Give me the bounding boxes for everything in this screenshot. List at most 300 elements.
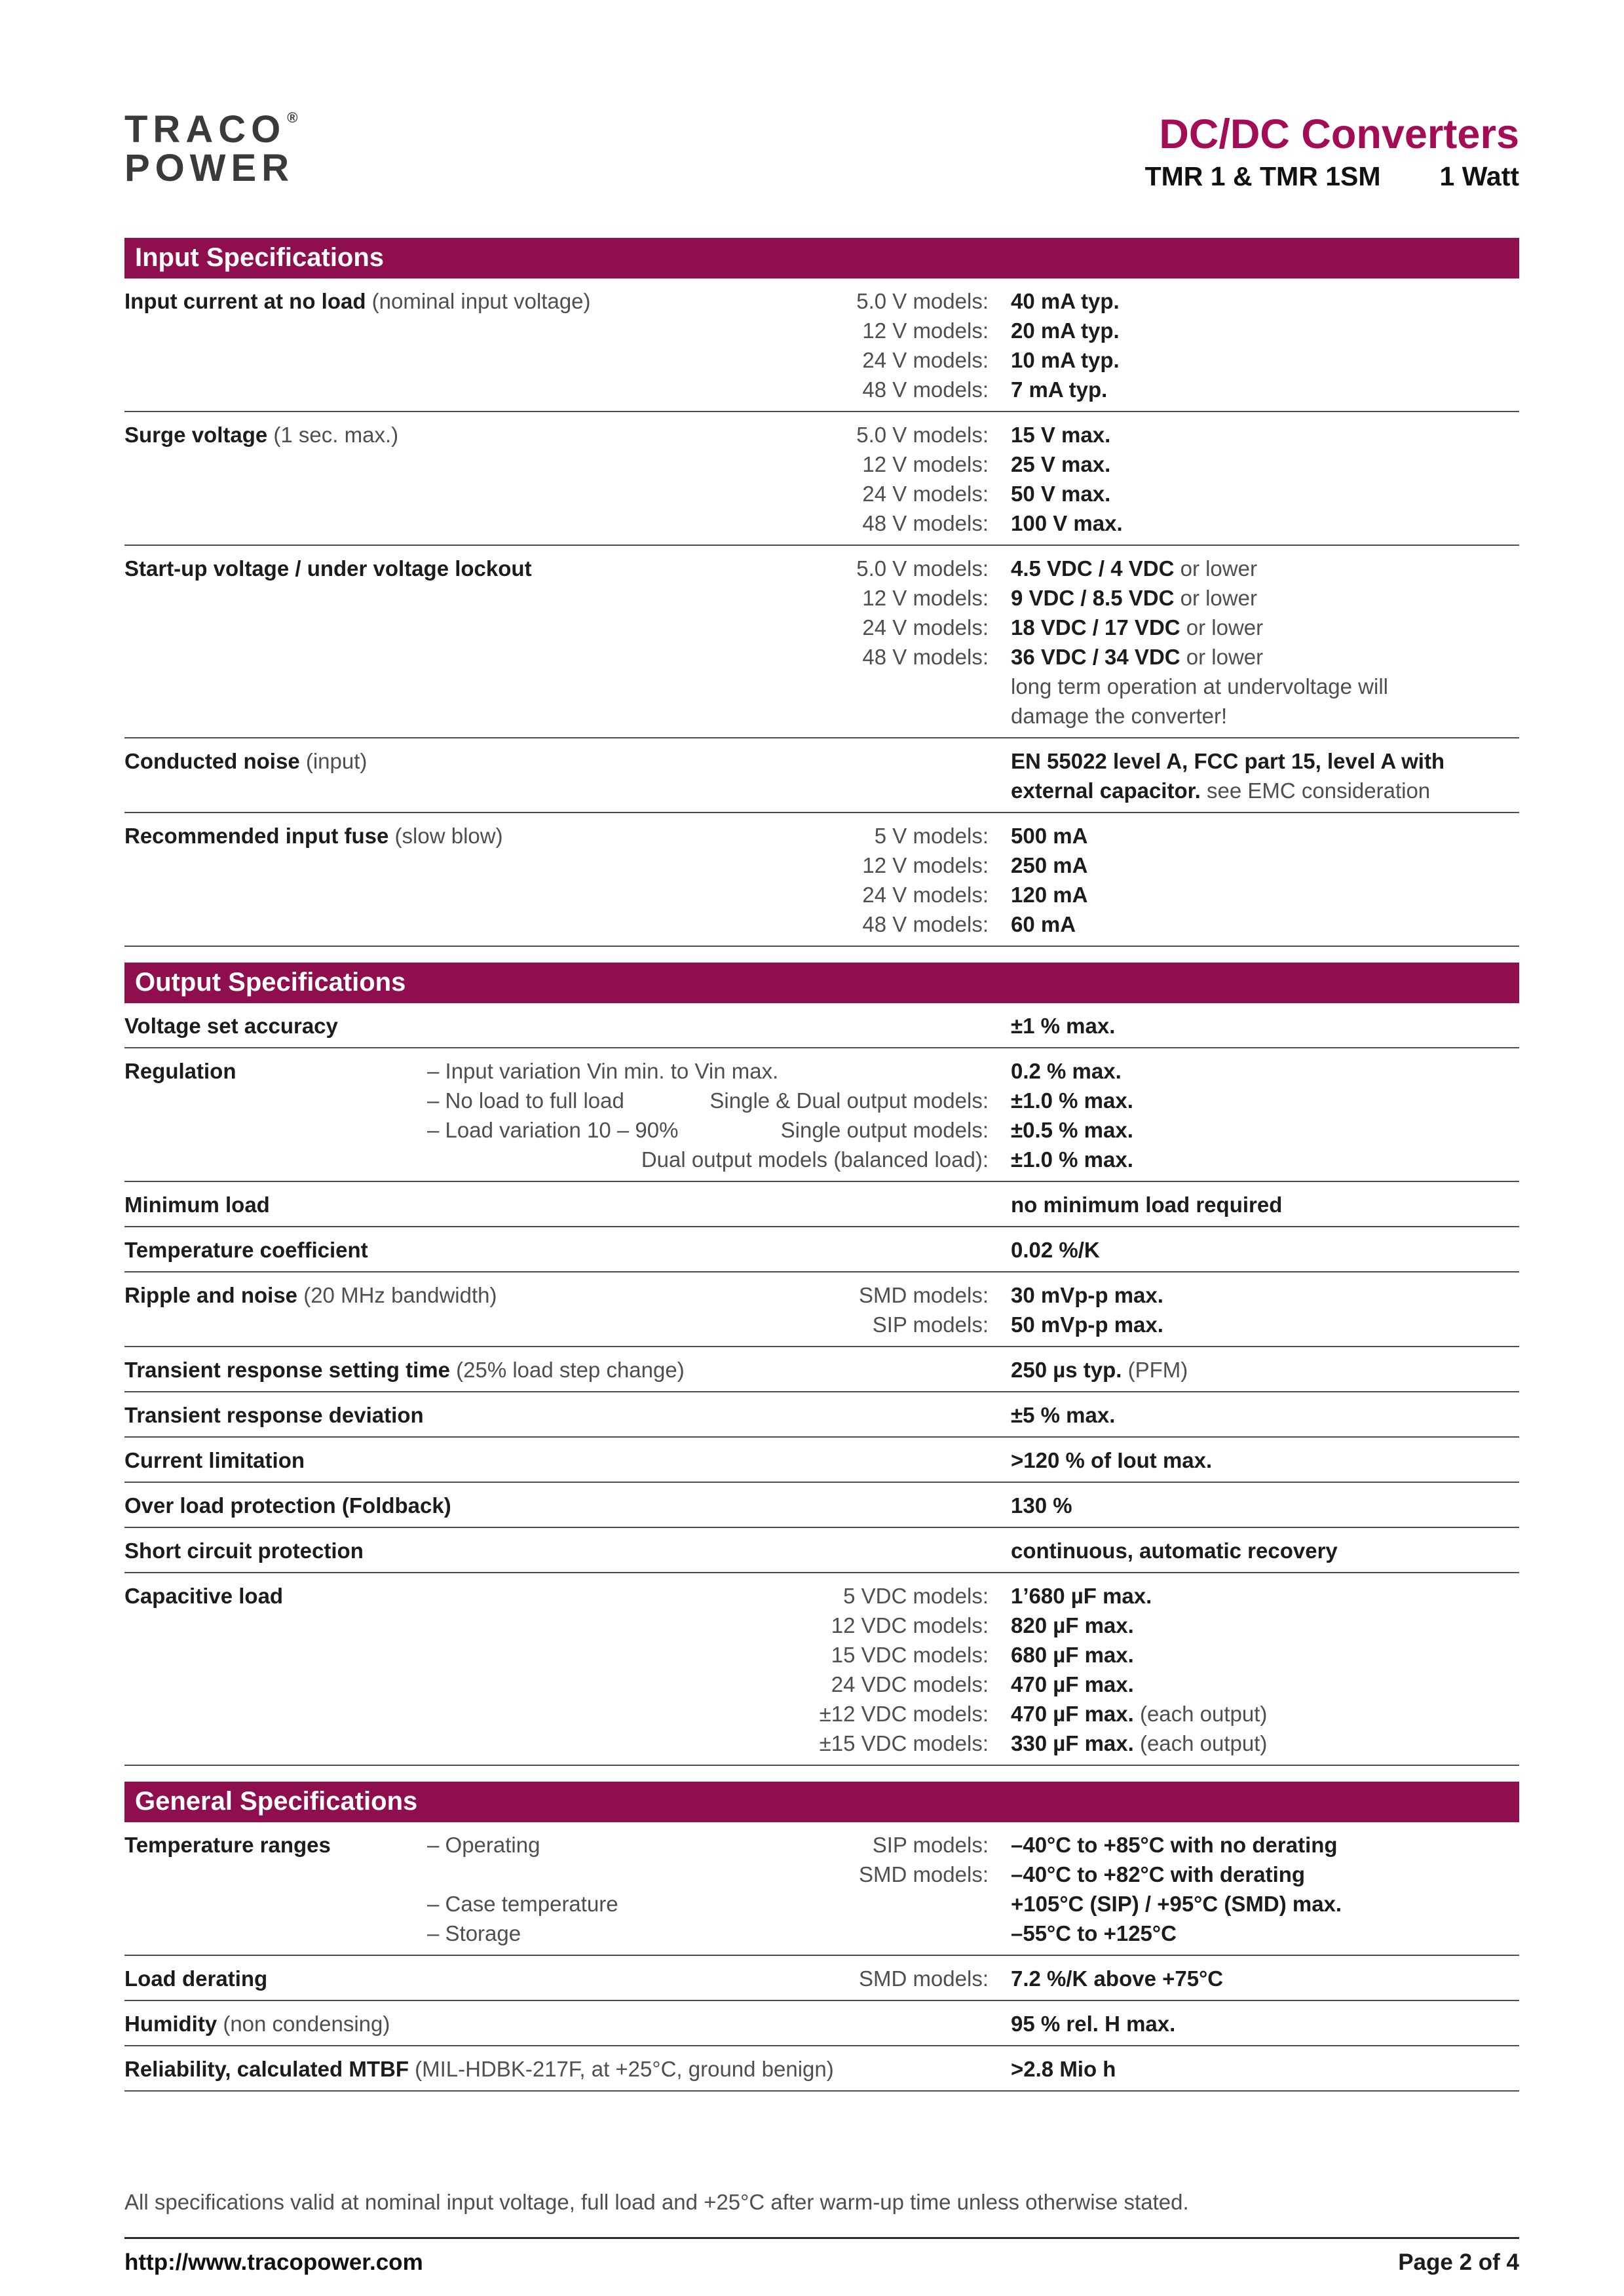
spec-row-start-up-voltage-under-voltage-lockout: [124, 546, 1519, 738]
value-line: [1011, 316, 1519, 345]
value-line: [1011, 1145, 1519, 1174]
spec-row-short-circuit-protection: [124, 1528, 1519, 1573]
value-line: [1011, 1729, 1519, 1758]
row-conditions: [427, 1280, 1011, 1339]
condition-label: 5.0 V models:: [856, 289, 989, 314]
value-text: 250 mA: [1011, 853, 1088, 878]
condition-label: 48 V models:: [862, 511, 989, 536]
row-label-cell: [124, 1056, 427, 1174]
row-label: Recommended input fuse: [124, 824, 389, 849]
row-label: Voltage set accuracy: [124, 1014, 338, 1039]
condition-label: 12 V models:: [862, 318, 989, 343]
row-conditions: [427, 1056, 1011, 1174]
condition-label: 5 VDC models:: [843, 1584, 989, 1609]
row-conditions: [427, 2054, 1011, 2084]
condition-label: 12 V models:: [862, 853, 989, 878]
condition-line: [427, 1611, 1011, 1640]
value-text: 30 mVp-p max.: [1011, 1283, 1163, 1308]
condition-line: [427, 613, 1011, 642]
condition-line: [427, 420, 1011, 450]
condition-label: 12 V models:: [862, 452, 989, 477]
value-text: 330 µF max.: [1011, 1731, 1134, 1756]
row-label-cell: [124, 554, 532, 731]
row-label: Ripple and noise: [124, 1283, 298, 1308]
value-text: 36 VDC / 34 VDC: [1011, 645, 1180, 670]
condition-label: 12 V models:: [862, 586, 989, 611]
condition-line: [427, 1011, 1011, 1041]
condition-line: [427, 1729, 1011, 1758]
page-number: Page 2 of 4: [1398, 2249, 1519, 2276]
condition-line: [427, 554, 1011, 583]
spec-row-capacitive-load: [124, 1573, 1519, 1766]
condition-line: [427, 1491, 1011, 1520]
row-label-cell: [124, 1830, 427, 1948]
website-link[interactable]: http://www.tracopower.com: [124, 2249, 423, 2276]
condition-line: [427, 375, 1011, 404]
value-line: [1011, 1536, 1519, 1565]
condition-line: [427, 479, 1011, 508]
value-text: 4.5 VDC / 4 VDC: [1011, 556, 1175, 581]
value-note: or lower: [1180, 645, 1264, 670]
value-text: >2.8 Mio h: [1011, 2057, 1116, 2082]
row-values: [1011, 1400, 1519, 1430]
value-line: [1011, 1964, 1519, 1993]
row-conditions: [427, 1445, 1011, 1475]
row-label-cell: [124, 1491, 451, 1520]
row-conditions: [427, 1400, 1011, 1430]
value-line: [1011, 1235, 1519, 1265]
row-conditions: [427, 821, 1011, 939]
row-label-cell: [124, 420, 427, 538]
condition-line: [427, 1310, 1011, 1339]
value-note: (PFM): [1122, 1358, 1188, 1383]
row-label-note: (input): [299, 749, 368, 774]
value-note: damage the converter!: [1011, 704, 1228, 729]
value-line: [1011, 286, 1519, 316]
spec-row-recommended-input-fuse: [124, 813, 1519, 947]
value-line: [1011, 583, 1519, 613]
value-text: +105°C (SIP) / +95°C (SMD) max.: [1011, 1892, 1342, 1917]
traco-power-logo: [124, 108, 298, 190]
spec-row-temperature-coefficient: [124, 1227, 1519, 1272]
row-conditions: [427, 1011, 1011, 1041]
spec-row-temperature-ranges: [124, 1822, 1519, 1956]
value-line: [1011, 2009, 1519, 2038]
row-values: [1011, 1355, 1519, 1385]
row-label: Transient response deviation: [124, 1403, 424, 1428]
spec-row-surge-voltage: [124, 412, 1519, 546]
section-header-general-specifications: General Specifications: [124, 1782, 1519, 1822]
condition-line: [427, 1860, 1011, 1889]
page-footer: [124, 2190, 1519, 2276]
value-line: [1011, 880, 1519, 909]
row-label: Humidity: [124, 2012, 217, 2037]
logo-text-traco: TRACO: [124, 108, 286, 151]
row-conditions: [427, 1830, 1011, 1948]
condition-line: [427, 1145, 1011, 1174]
condition-label: 24 V models:: [862, 348, 989, 373]
footer-bar: [124, 2249, 1519, 2276]
row-label-cell: [124, 1011, 427, 1041]
value-line: [1011, 1611, 1519, 1640]
value-line: [1011, 420, 1519, 450]
condition-label: 48 V models:: [862, 912, 989, 937]
condition-label: SMD models:: [858, 1862, 989, 1887]
registered-trademark-icon: ®: [287, 109, 298, 126]
value-text: continuous, automatic recovery: [1011, 1539, 1338, 1563]
row-values: [1011, 1491, 1519, 1520]
value-text: ±1.0 % max.: [1011, 1147, 1133, 1172]
value-text: 25 V max.: [1011, 452, 1111, 477]
value-text: EN 55022 level A, FCC part 15, level A with: [1011, 749, 1445, 774]
row-values: [1011, 746, 1519, 805]
value-note: or lower: [1180, 615, 1264, 640]
sub-condition-label: – Case temperature: [427, 1892, 618, 1917]
spec-row-reliability-calculated-mtbf: [124, 2046, 1519, 2092]
condition-line: [427, 1699, 1011, 1729]
row-label-cell: [124, 1280, 497, 1339]
spec-row-transient-response-setting-time: [124, 1347, 1519, 1392]
value-text: 120 mA: [1011, 883, 1088, 908]
row-label-cell: [124, 1190, 427, 1219]
condition-label: 5.0 V models:: [856, 423, 989, 448]
value-note: or lower: [1174, 556, 1257, 581]
spec-sections: [124, 238, 1519, 2092]
value-line: [1011, 909, 1519, 939]
condition-line: [427, 1581, 1011, 1611]
value-line: [1011, 1445, 1519, 1475]
value-text: 250 µs typ.: [1011, 1358, 1122, 1383]
row-conditions: [427, 1581, 1011, 1758]
value-text: no minimum load required: [1011, 1193, 1283, 1217]
row-label: Start-up voltage / under voltage lockout: [124, 556, 532, 581]
value-text: 9 VDC / 8.5 VDC: [1011, 586, 1175, 611]
row-conditions: [427, 746, 1011, 805]
row-label-cell: [124, 2054, 834, 2084]
value-text: 40 mA typ.: [1011, 289, 1120, 314]
condition-line: [427, 1115, 1011, 1145]
row-values: [1011, 554, 1519, 731]
footnote: All specifications valid at nominal input voltage, full load and +25°C after warm-up time unless otherwise stated.: [124, 2190, 1189, 2215]
value-note: (each output): [1133, 1731, 1268, 1756]
page-header: [124, 110, 1519, 192]
value-text: 820 µF max.: [1011, 1613, 1134, 1638]
row-conditions: [427, 1491, 1011, 1520]
condition-line: [427, 1190, 1011, 1219]
value-text: 0.02 %/K: [1011, 1238, 1100, 1263]
row-label: Reliability, calculated MTBF: [124, 2057, 409, 2082]
value-line: [1011, 1011, 1519, 1041]
row-values: [1011, 420, 1519, 538]
condition-label: Single & Dual output models:: [709, 1088, 989, 1113]
row-label-cell: [124, 746, 427, 805]
condition-label: 24 V models:: [862, 482, 989, 507]
value-line: [1011, 776, 1519, 805]
condition-label: SIP models:: [872, 1833, 989, 1858]
value-line: [1011, 1491, 1519, 1520]
document-subtitle: [1145, 161, 1519, 192]
row-label: Short circuit protection: [124, 1539, 364, 1563]
value-line: [1011, 1670, 1519, 1699]
value-line: [1011, 479, 1519, 508]
condition-line: [427, 316, 1011, 345]
condition-label: SMD models:: [858, 1283, 989, 1308]
document-title: DC/DC Converters: [1159, 111, 1519, 157]
value-line: [1011, 1280, 1519, 1310]
value-line: [1011, 1699, 1519, 1729]
value-line: [1011, 1310, 1519, 1339]
value-line: [1011, 375, 1519, 404]
value-text: 0.2 % max.: [1011, 1059, 1122, 1084]
condition-line: [427, 508, 1011, 538]
row-values: [1011, 1830, 1519, 1948]
row-label-note: (20 MHz bandwidth): [297, 1283, 497, 1308]
condition-line: [427, 701, 1011, 731]
condition-label: 48 V models:: [862, 377, 989, 402]
row-values: [1011, 1536, 1519, 1565]
row-label: Transient response setting time: [124, 1358, 450, 1383]
value-text: 680 µF max.: [1011, 1643, 1134, 1668]
row-label-note: (MIL-HDBK-217F, at +25°C, ground benign): [408, 2057, 834, 2082]
value-note: see EMC consideration: [1200, 778, 1431, 803]
condition-line: [427, 450, 1011, 479]
value-line: [1011, 821, 1519, 851]
value-text: ±0.5 % max.: [1011, 1118, 1133, 1143]
value-line: [1011, 1355, 1519, 1385]
value-text: ±5 % max.: [1011, 1403, 1116, 1428]
condition-line: [427, 672, 1011, 701]
value-line: [1011, 1115, 1519, 1145]
row-label: Regulation: [124, 1059, 236, 1084]
value-line: [1011, 642, 1519, 672]
condition-line: [427, 286, 1011, 316]
value-note: or lower: [1174, 586, 1257, 611]
value-text: 60 mA: [1011, 912, 1076, 937]
condition-line: [427, 1355, 1011, 1385]
condition-label: 5.0 V models:: [856, 556, 989, 581]
sub-condition-label: – Operating: [427, 1833, 540, 1858]
value-text: 95 % rel. H max.: [1011, 2012, 1176, 2037]
value-text: 15 V max.: [1011, 423, 1111, 448]
row-label: Surge voltage: [124, 423, 268, 448]
spec-row-conducted-noise: [124, 738, 1519, 813]
value-text: 500 mA: [1011, 824, 1088, 849]
condition-line: [427, 909, 1011, 939]
value-text: 7.2 %/K above +75°C: [1011, 1966, 1224, 1991]
condition-line: [427, 821, 1011, 851]
row-conditions: [427, 1536, 1011, 1565]
value-text: –40°C to +85°C with no derating: [1011, 1833, 1338, 1858]
condition-line: [427, 880, 1011, 909]
value-text: 20 mA typ.: [1011, 318, 1120, 343]
row-label-cell: [124, 1355, 685, 1385]
spec-row-regulation: [124, 1048, 1519, 1182]
value-line: [1011, 1190, 1519, 1219]
condition-line: [427, 345, 1011, 375]
row-values: [1011, 1581, 1519, 1758]
value-line: [1011, 508, 1519, 538]
value-text: ±1.0 % max.: [1011, 1088, 1133, 1113]
sub-condition-label: – No load to full load: [427, 1088, 624, 1113]
condition-line: [427, 1056, 1011, 1086]
value-line: [1011, 701, 1519, 731]
row-label-cell: [124, 2009, 427, 2038]
value-line: [1011, 1860, 1519, 1889]
value-text: 470 µF max.: [1011, 1702, 1134, 1727]
row-label-cell: [124, 1400, 427, 1430]
row-label-cell: [124, 1964, 427, 1993]
row-conditions: [427, 554, 1011, 731]
condition-line: [427, 1830, 1011, 1860]
condition-line: [427, 642, 1011, 672]
row-conditions: [427, 1190, 1011, 1219]
condition-label: SIP models:: [872, 1312, 989, 1337]
condition-line: [427, 1964, 1011, 1993]
value-text: >120 % of Iout max.: [1011, 1448, 1213, 1473]
value-text: 50 V max.: [1011, 482, 1111, 507]
section-output-specifications: [124, 963, 1519, 1766]
sub-condition-label: – Load variation 10 – 90%: [427, 1118, 679, 1143]
condition-line: [427, 776, 1011, 805]
condition-line: [427, 1670, 1011, 1699]
row-label-cell: [124, 1581, 427, 1758]
spec-row-load-derating: [124, 1956, 1519, 2001]
value-line: [1011, 746, 1519, 776]
value-note: long term operation at undervoltage will: [1011, 674, 1389, 699]
row-label-note: (slow blow): [388, 824, 503, 849]
condition-label: 12 VDC models:: [831, 1613, 989, 1638]
row-values: [1011, 1190, 1519, 1219]
section-header-output-specifications: Output Specifications: [124, 963, 1519, 1003]
row-conditions: [427, 1964, 1011, 1993]
row-values: [1011, 1964, 1519, 1993]
logo-line-traco: [124, 110, 297, 149]
value-text: 50 mVp-p max.: [1011, 1312, 1163, 1337]
spec-row-input-current-at-no-load: [124, 278, 1519, 412]
row-values: [1011, 821, 1519, 939]
value-text: 18 VDC / 17 VDC: [1011, 615, 1180, 640]
value-text: 100 V max.: [1011, 511, 1123, 536]
row-label: Capacitive load: [124, 1584, 284, 1609]
row-values: [1011, 1445, 1519, 1475]
row-values: [1011, 1235, 1519, 1265]
row-conditions: [427, 1235, 1011, 1265]
value-line: [1011, 450, 1519, 479]
condition-label: Dual output models (balanced load):: [641, 1147, 989, 1172]
value-line: [1011, 2054, 1519, 2084]
row-label-cell: [124, 1445, 427, 1475]
value-line: [1011, 1581, 1519, 1611]
condition-line: [427, 851, 1011, 880]
row-values: [1011, 1056, 1519, 1174]
condition-line: [427, 1640, 1011, 1670]
value-line: [1011, 851, 1519, 880]
condition-label: 15 VDC models:: [831, 1643, 989, 1668]
condition-line: [427, 2054, 1011, 2084]
row-conditions: [427, 1355, 1011, 1385]
row-label-note: (nominal input voltage): [366, 289, 591, 314]
value-line: [1011, 554, 1519, 583]
section-general-specifications: [124, 1782, 1519, 2092]
spec-row-ripple-and-noise: [124, 1272, 1519, 1347]
sub-condition-label: – Storage: [427, 1921, 521, 1946]
condition-label: Single output models:: [780, 1118, 989, 1143]
row-label: Temperature ranges: [124, 1833, 331, 1858]
row-values: [1011, 1280, 1519, 1339]
row-label: Minimum load: [124, 1193, 270, 1217]
row-label-cell: [124, 821, 503, 939]
condition-label: SMD models:: [858, 1966, 989, 1991]
condition-line: [427, 583, 1011, 613]
sub-condition-label: – Input variation Vin min. to Vin max.: [427, 1059, 779, 1084]
row-label-note: (1 sec. max.): [267, 423, 399, 448]
row-values: [1011, 1011, 1519, 1041]
row-label: Input current at no load: [124, 289, 366, 314]
condition-line: [427, 746, 1011, 776]
condition-label: ±15 VDC models:: [819, 1731, 989, 1756]
condition-line: [427, 2009, 1011, 2038]
row-label-note: (non condensing): [217, 2012, 390, 2037]
value-text: 470 µF max.: [1011, 1672, 1134, 1697]
row-conditions: [427, 286, 1011, 404]
value-line: [1011, 1640, 1519, 1670]
value-line: [1011, 1919, 1519, 1948]
value-line: [1011, 1830, 1519, 1860]
row-conditions: [427, 2009, 1011, 2038]
value-line: [1011, 1086, 1519, 1115]
condition-label: ±12 VDC models:: [819, 1702, 989, 1727]
condition-label: 48 V models:: [862, 645, 989, 670]
row-label: Conducted noise: [124, 749, 300, 774]
condition-line: [427, 1919, 1011, 1948]
value-line: [1011, 672, 1519, 701]
model-name: TMR 1 & TMR 1SM: [1144, 161, 1381, 192]
value-line: [1011, 1056, 1519, 1086]
condition-label: 24 V models:: [862, 883, 989, 908]
row-label-cell: [124, 1536, 427, 1565]
section-input-specifications: [124, 238, 1519, 947]
condition-line: [427, 1536, 1011, 1565]
value-text: 7 mA typ.: [1011, 377, 1108, 402]
value-text: –40°C to +82°C with derating: [1011, 1862, 1306, 1887]
section-header-input-specifications: Input Specifications: [124, 238, 1519, 278]
row-values: [1011, 286, 1519, 404]
power-rating: 1 Watt: [1439, 161, 1519, 192]
row-label-cell: [124, 286, 591, 404]
value-text: 130 %: [1011, 1493, 1072, 1518]
row-label: Load derating: [124, 1966, 268, 1991]
condition-line: [427, 1889, 1011, 1919]
value-text: 1’680 µF max.: [1011, 1584, 1152, 1609]
value-text: 10 mA typ.: [1011, 348, 1120, 373]
row-conditions: [427, 420, 1011, 538]
document-title-block: [1145, 110, 1519, 192]
row-label: Current limitation: [124, 1448, 305, 1473]
spec-row-humidity: [124, 2001, 1519, 2046]
spec-row-transient-response-deviation: [124, 1392, 1519, 1438]
value-text: external capacitor.: [1011, 778, 1201, 803]
row-label-cell: [124, 1235, 427, 1265]
row-values: [1011, 2009, 1519, 2038]
value-note: (each output): [1133, 1702, 1268, 1727]
spec-row-over-load-protection-foldback: [124, 1483, 1519, 1528]
condition-line: [427, 1400, 1011, 1430]
row-label: Temperature coefficient: [124, 1238, 368, 1263]
condition-label: 24 VDC models:: [831, 1672, 989, 1697]
row-label-note: (25% load step change): [449, 1358, 685, 1383]
spec-row-current-limitation: [124, 1438, 1519, 1483]
spec-row-voltage-set-accuracy: [124, 1003, 1519, 1048]
